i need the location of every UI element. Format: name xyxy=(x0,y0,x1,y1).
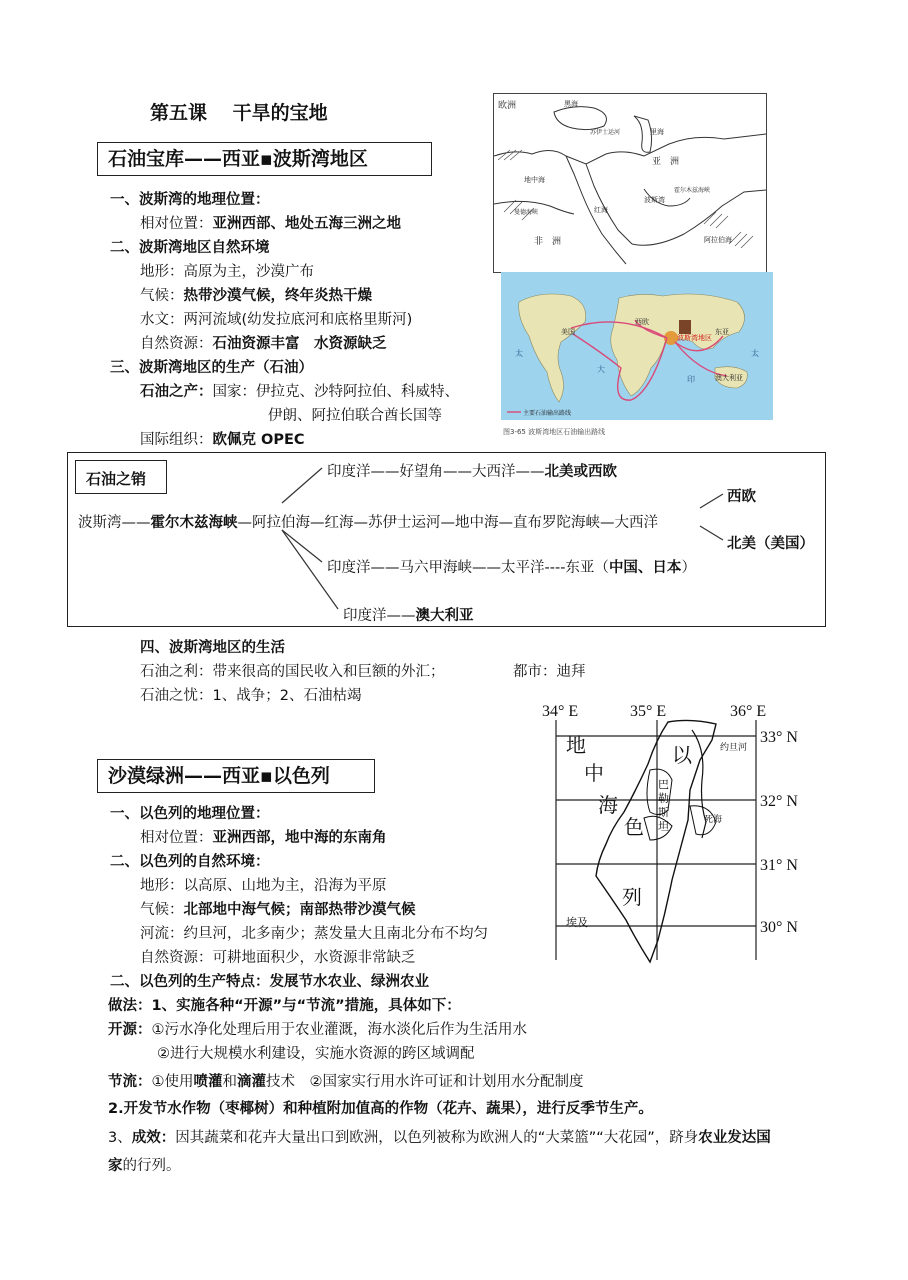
route-map-caption: 图3-65 波斯湾地区石油输出路线 xyxy=(503,428,606,436)
israel-location-label: 相对位置： xyxy=(140,830,213,846)
page-title: 第五课 干旱的宝地 xyxy=(150,102,328,124)
israel-method: 做法：1、实施各种“开源”与“节流”措施，具体如下： xyxy=(108,998,461,1014)
climate-value: 热带沙漠气候，终年炎热干燥 xyxy=(183,288,372,304)
hydrology-line: 水文：两河流域(幼发拉底河和底格里斯河) xyxy=(140,312,413,328)
israel-map-label-se: 色 xyxy=(624,817,644,839)
israel-map xyxy=(540,700,830,970)
route-map-ocean-2: 太 xyxy=(751,349,759,358)
israel-climate-value: 北部地中海气候；南部热带沙漠气候 xyxy=(183,902,416,918)
map-label-caspian: 里海 xyxy=(650,128,664,136)
location-label: 相对位置： xyxy=(140,216,213,232)
city: 都市：迪拜 xyxy=(513,664,586,680)
israel-map-label-dead-sea: 死海 xyxy=(704,815,723,825)
route-map-label-east-asia: 东亚 xyxy=(715,328,729,336)
map-label-persian-gulf: 波斯湾 xyxy=(644,196,665,204)
israel-map-label-tan: 坦 xyxy=(658,820,669,833)
route-map-label-west-europe: 西欧 xyxy=(635,318,649,326)
jieliu-text-e: 技术 ②国家实行用水许可证和计划用水分配制度 xyxy=(266,1074,584,1090)
israel-map-drawing xyxy=(540,700,830,970)
production-label: 石油之产： xyxy=(140,384,213,400)
israel-map-label-lie: 列 xyxy=(622,887,642,909)
israel-terrain: 地形：以高原、山地为主，沿海为平原 xyxy=(140,878,387,894)
kaiyuan-line-1 xyxy=(108,1018,527,1039)
jieliu-text-c: 和 xyxy=(222,1074,237,1090)
israel-river: 河流：约旦河，北多南少；蒸发量大且南北分布不均匀 xyxy=(140,926,488,942)
israel-resources: 自然资源：可耕地面积少，水资源非常缺乏 xyxy=(140,950,416,966)
route-start: 波斯湾—— xyxy=(78,515,151,531)
production-value-2: 伊朗、阿拉伯联合酋长国等 xyxy=(268,408,442,424)
oil-route-label: 石油之销 xyxy=(86,470,147,488)
kaiyuan-1: ①污水净化处理后用于农业灌溉，海水淡化后作为生活用水 xyxy=(151,1022,527,1038)
israel-heading-production: 二、以色列的生产特点：发展节水农业、绿洲农业 xyxy=(110,974,429,990)
map-label-mandeb: 曼德海峡 xyxy=(514,209,539,216)
route-main: —阿拉伯海—红海—苏伊士运河—地中海—直布罗陀海峡—大西洋 xyxy=(237,515,658,531)
israel-map-label-egypt: 埃及 xyxy=(566,916,588,929)
lon-label-36: 36° E xyxy=(730,703,767,720)
point-3-end: 的行列。 xyxy=(122,1158,181,1174)
location-value: 亚洲西部、地处五海三洲之地 xyxy=(212,216,401,232)
lon-label-34: 34° E xyxy=(542,703,579,720)
map-label-hormuz: 霍尔木兹海峡 xyxy=(674,187,711,194)
route-1-path: 印度洋——好望角——大西洋—— xyxy=(327,464,545,480)
heading-location: 一、波斯湾的地理位置： xyxy=(110,192,270,208)
israel-location-line xyxy=(140,826,387,847)
point-2: 2.开发节水作物（枣椰树）和种植附加值高的作物（花卉、蔬果），进行反季节生产。 xyxy=(108,1101,653,1117)
route-map-label-usa: 美国 xyxy=(561,328,575,336)
route-1-destination: 北美或西欧 xyxy=(544,464,617,480)
lat-label-33: 33° N xyxy=(760,729,798,746)
route-destination-north-america: 北美（美国） xyxy=(727,536,814,552)
israel-map-label-yi: 以 xyxy=(672,745,692,767)
organization-label: 国际组织： xyxy=(140,432,213,448)
heading-environment: 二、波斯湾地区自然环境 xyxy=(110,240,270,256)
israel-heading-environment: 二、以色列的自然环境： xyxy=(110,854,270,870)
map-label-black-sea: 黑海 xyxy=(564,100,578,108)
route-2-close: ） xyxy=(681,560,696,576)
route-hormuz: 霍尔木兹海峡 xyxy=(150,515,238,531)
map-label-arabian-sea: 阿拉伯海 xyxy=(704,236,732,244)
israel-map-label-zhong: 中 xyxy=(584,763,604,785)
route-map-legend: 主要石油输出路线 xyxy=(523,410,572,417)
point-3-bold: 农业发达国 xyxy=(698,1130,771,1146)
israel-location-value: 亚洲西部，地中海的东南角 xyxy=(212,830,387,846)
route-map-label-australia: 澳大利亚 xyxy=(715,374,743,382)
lat-label-31: 31° N xyxy=(760,857,798,874)
route-destination-west-europe: 西欧 xyxy=(727,489,756,505)
climate-label: 气候： xyxy=(140,288,184,304)
point-3-text: 因其蔬菜和花卉大量出口到欧洲，以色列被称为欧洲人的“大菜篮”“大花园”，跻身 xyxy=(175,1130,699,1146)
route-map-ocean-4: 印 xyxy=(687,375,695,384)
route-3-path: 印度洋—— xyxy=(343,608,416,624)
jieliu-spray: 喷灌 xyxy=(193,1074,223,1090)
heading-life: 四、波斯湾地区的生活 xyxy=(140,640,285,656)
map-label-africa: 非 洲 xyxy=(534,237,562,247)
jieliu-drip: 滴灌 xyxy=(237,1074,266,1090)
route-map-label-gulf: 波斯湾地区 xyxy=(677,334,712,342)
point-3-line-2 xyxy=(108,1154,181,1175)
israel-climate-line xyxy=(140,898,416,919)
israel-heading-location: 一、以色列的地理位置： xyxy=(110,806,270,822)
lat-label-32: 32° N xyxy=(760,793,798,810)
section-header-persian-gulf: 石油宝库——西亚▪波斯湾地区 xyxy=(97,142,432,176)
route-2-destination: 中国、日本 xyxy=(608,560,682,576)
kaiyuan-label: 开源： xyxy=(108,1022,152,1038)
jieliu-label: 节流： xyxy=(108,1074,152,1090)
israel-map-label-hai: 海 xyxy=(598,795,618,817)
route-map-ocean-1: 太 xyxy=(515,349,523,358)
map-label-suez: 苏伊士运河 xyxy=(590,129,621,136)
route-3-destination: 澳大利亚 xyxy=(415,608,474,624)
route-map-ocean-3: 大 xyxy=(597,365,605,374)
israel-climate-label: 气候： xyxy=(140,902,184,918)
production-value-1: 国家：伊拉克、沙特阿拉伯、科威特、 xyxy=(212,384,459,400)
map-label-mediterranean: 地中海 xyxy=(524,176,545,184)
point-3-number: 3、 xyxy=(108,1130,132,1146)
israel-map-label-si: 斯 xyxy=(658,806,669,819)
point-3-line-1 xyxy=(108,1126,771,1147)
oil-benefit: 石油之利：带来很高的国民收入和巨额的外汇； xyxy=(140,664,445,680)
point-3-bold-end: 家 xyxy=(108,1158,123,1174)
oil-worry: 石油之忧：1、战争；2、石油枯竭 xyxy=(140,688,362,704)
map-label-europe: 欧洲 xyxy=(498,101,517,111)
israel-map-label-le: 勒 xyxy=(658,792,669,805)
lon-label-35: 35° E xyxy=(630,703,667,720)
israel-map-label-ba: 巴 xyxy=(658,778,669,791)
heading-production: 三、波斯湾地区的生产（石油） xyxy=(110,360,313,376)
jieliu-line xyxy=(108,1070,584,1091)
point-3-label: 成效： xyxy=(131,1130,176,1146)
israel-map-label-jordan-river: 约旦河 xyxy=(720,743,748,753)
route-2-path: 印度洋——马六甲海峡——太平洋----东亚（ xyxy=(327,560,609,576)
resources-label: 自然资源： xyxy=(140,336,213,352)
organization-value: 欧佩克 OPEC xyxy=(212,432,305,448)
section-header-israel: 沙漠绿洲——西亚▪以色列 xyxy=(97,759,375,793)
resources-value: 石油资源丰富 水资源缺乏 xyxy=(212,336,387,352)
map-label-asia: 亚 洲 xyxy=(652,157,680,167)
lat-label-30: 30° N xyxy=(760,919,798,936)
kaiyuan-2: ②进行大规模水利建设，实施水资源的跨区域调配 xyxy=(157,1046,475,1062)
map-label-red-sea: 红海 xyxy=(594,206,608,214)
terrain-line: 地形：高原为主，沙漠广布 xyxy=(140,264,314,280)
israel-map-label-di: 地 xyxy=(566,735,586,757)
jieliu-text-a: ①使用 xyxy=(151,1074,194,1090)
